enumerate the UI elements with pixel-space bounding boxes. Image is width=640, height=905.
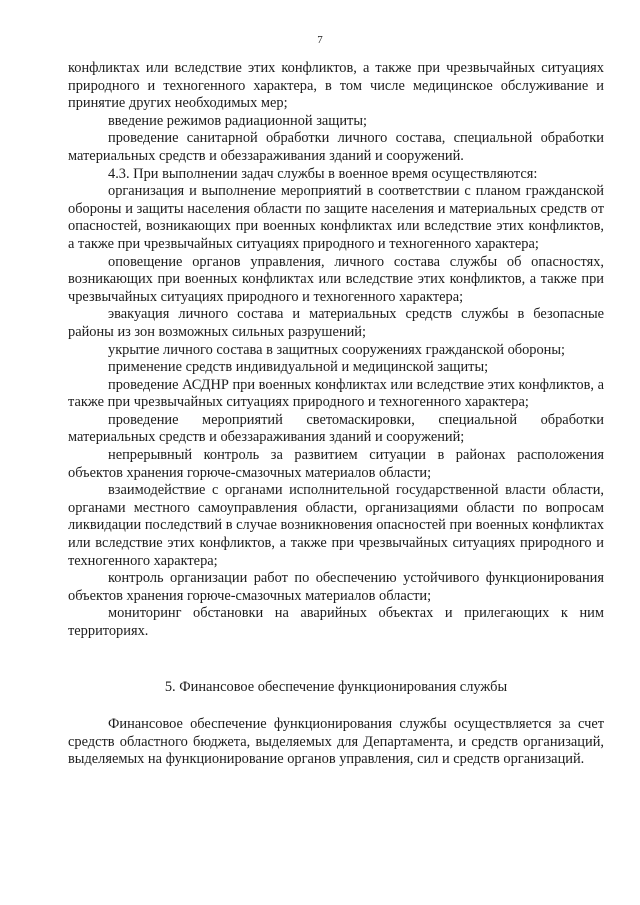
- section-5-heading: 5. Финансовое обеспечение функционирования службы: [164, 679, 508, 695]
- paragraph: контроль организации работ по обеспечению устойчивого функционирования объектов хранения горюче-смазочных материалов области;: [68, 570, 604, 604]
- paragraph: конфликтах или вследствие этих конфликтов, а также при чрезвычайных ситуациях природного и техногенного характера, в том числе медицинское обслуживание и принятие других необходимых мер;: [68, 60, 604, 112]
- paragraph: укрытие личного состава в защитных сооружениях гражданской обороны;: [108, 341, 566, 358]
- paragraph: мониторинг обстановки на аварийных объектах и прилегающих к ним территориях.: [68, 605, 604, 639]
- page-number: 7: [317, 34, 323, 46]
- section-4-body: [68, 60, 604, 641]
- paragraph: взаимодействие с органами исполнительной государственной власти области, органами местного самоуправления области, организациями области по вопросам ликвидации последствий в случае возникновения опасностей при военных конфликтах или вследствие этих конфликтов, а также при чрезвычайных ситуациях природного и техногенного характера;: [68, 482, 604, 569]
- paragraph: 4.3. При выполнении задач службы в военное время осуществляются:: [108, 165, 538, 182]
- paragraph: оповещение органов управления, личного состава службы об опасностях, возникающих при военных конфликтах или вследствие этих конфликтов, а также при чрезвычайных ситуациях природного и техногенного характера;: [68, 253, 604, 305]
- paragraph: проведение АСДНР при военных конфликтах или вследствие этих конфликтов, а также при чрезвычайных ситуациях природного и техногенного характера;: [68, 376, 605, 411]
- paragraph: непрерывный контроль за развитием ситуации в районах расположения объектов хранения горюче-смазочных материалов области;: [68, 447, 604, 481]
- paragraph: проведение санитарной обработки личного состава, специальной обработки материальных средств и обеззараживания зданий и сооружений.: [68, 130, 604, 164]
- paragraph: Финансовое обеспечение функционирования службы осуществляется за счет средств областного бюджета, выделяемых для Департамента, и средств организаций, выделяемых на функционирование органов управления, сил и средств организаций.: [68, 716, 604, 768]
- section-5-body: [68, 716, 604, 769]
- paragraph: эвакуация личного состава и материальных средств службы в безопасные районы из зон возможных сильных разрушений;: [68, 306, 604, 340]
- paragraph: применение средств индивидуальной и медицинской защиты;: [108, 359, 489, 376]
- paragraph: проведение мероприятий светомаскировки, специальной обработки материальных средств и обеззараживания зданий и сооружений;: [68, 411, 604, 446]
- paragraph: организация и выполнение мероприятий в соответствии с планом гражданской обороны и защиты населения области по защите населения и материальных средств от опасностей, возникающих при военных конфликтах или вследствие этих конфликтов, а также при чрезвычайных ситуациях природного и техногенного характера;: [68, 183, 604, 252]
- paragraph: введение режимов радиационной защиты;: [108, 112, 368, 129]
